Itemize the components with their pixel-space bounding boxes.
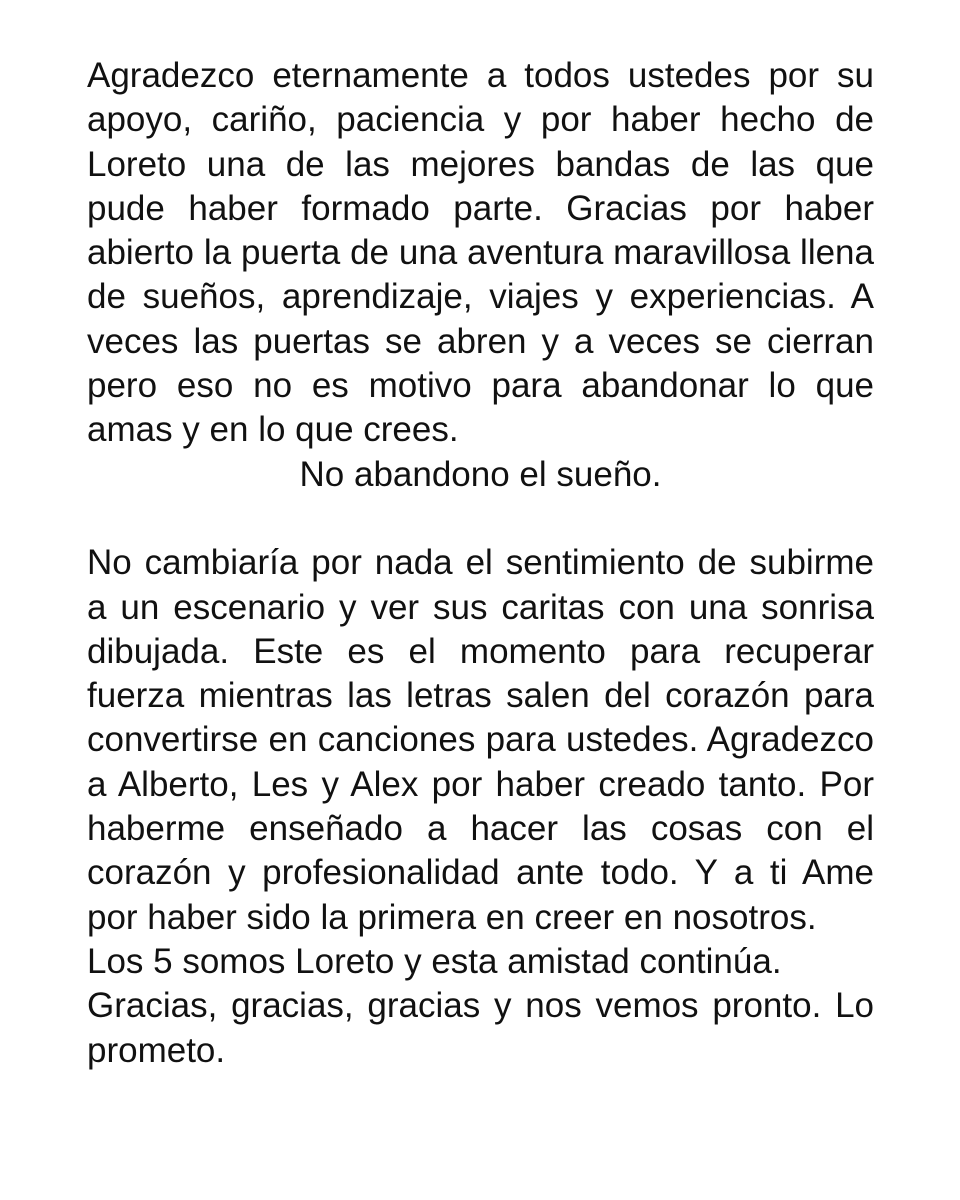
- paragraph-stage: No cambiaría por nada el sentimiento de subirme a un escenario y ver sus caritas con una sonrisa dibujada. Este es el momento para recuperar fuerza mientras las letras salen del corazón para convertirse en canciones para ustedes. Agradezco a Alberto, Les y Alex por haber creado tanto. Por haberme enseñado a hacer las cosas con el corazón y profesionalidad ante todo. Y a ti Ame por haber sido la primera en creer en nosotros.: [87, 543, 874, 937]
- centered-statement: No abandono el sueño.: [299, 454, 662, 494]
- paragraph-spacer: [87, 497, 874, 541]
- letter-body: [87, 54, 874, 1073]
- paragraph-gratitude: Agradezco eternamente a todos ustedes por su apoyo, cariño, paciencia y por haber hecho de Loreto una de las mejores bandas de las que pude haber formado parte. Gracias por haber abierto la puerta de una aventura maravillosa llena de sueños, aprendizaje, viajes y experiencias. A veces las puertas se abren y a veces se cierran pero eso no es motivo para abandonar lo que amas y en lo que crees.: [87, 56, 874, 450]
- paragraph-closing: Gracias, gracias, gracias y nos vemos pronto. Lo prometo.: [87, 986, 874, 1070]
- paragraph-friendship: Los 5 somos Loreto y esta amistad continúa.: [87, 941, 782, 981]
